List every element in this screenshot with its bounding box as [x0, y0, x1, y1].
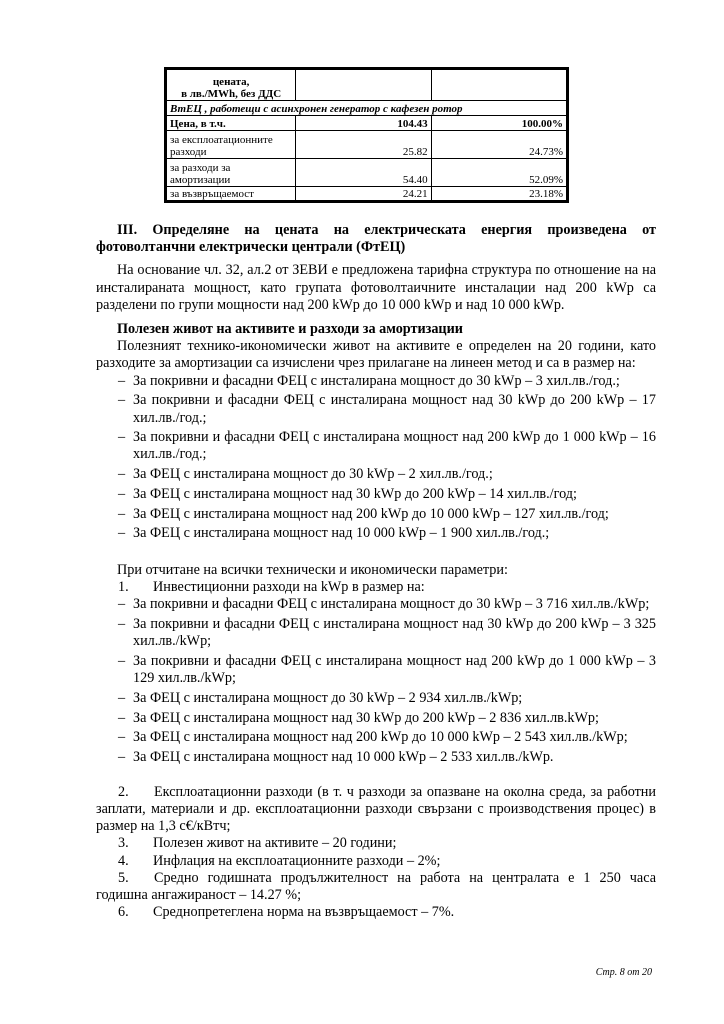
list-item — [96, 596, 656, 613]
life-paragraph: Полезният технико-икономически живот на активите е определен на 20 години, като разходите за амортизации са изчислени чрез прилагане на линеен метод и са в размер на: — [96, 338, 656, 372]
dash-marker: – — [118, 429, 126, 446]
list-item — [96, 784, 656, 836]
table-subheader: ВтЕЦ , работещи с асинхронен генератор с кафезен ротор — [167, 101, 567, 116]
table-row — [167, 159, 567, 187]
subheading: Полезен живот на активите и разходи за амортизации — [117, 321, 463, 338]
item-number: 2. — [118, 783, 129, 800]
row-value: 24.21 — [296, 187, 431, 201]
list-item — [96, 690, 656, 707]
intro-paragraph: На основание чл. 32, ал.2 от ЗЕВИ е предложена тарифна структура по отношение на на инсталираната мощност, като групата фотоволтаичните инсталации над 200 kWp са разделени по групи мощности над 200 kWp до 10 000 kWp и над 10 000 kWp. — [96, 262, 656, 313]
list-item — [96, 466, 656, 483]
dash-marker: – — [118, 505, 126, 522]
row-percent: 100.00% — [431, 116, 566, 131]
item-text: За покривни и фасадни ФЕЦ с инсталирана мощност до 30 kWp – 3 хил.лв./год.; — [133, 372, 620, 389]
numbered-list — [96, 784, 656, 922]
list-item — [96, 710, 656, 727]
dash-marker: – — [118, 596, 126, 613]
item-text: За ФЕЦ с инсталирана мощност над 30 kWp до 200 kWp – 14 хил.лв./год; — [133, 485, 577, 502]
params-intro: При отчитане на всички технически и икономически параметри: — [117, 561, 508, 578]
section-heading: III. Определяне на цената на електрическата енергия произведена от фотоволтанчни електрически централи (ФтЕЦ) — [96, 222, 656, 256]
dash-marker: – — [118, 689, 126, 706]
item-text: За ФЕЦ с инсталирана мощност над 200 kWp до 10 000 kWp – 2 543 хил.лв./kWp; — [133, 729, 628, 746]
list-item — [96, 525, 656, 542]
table-row — [167, 116, 567, 131]
list-item — [96, 429, 656, 463]
item-text: За покривни и фасадни ФЕЦ с инсталирана мощност над 30 kWp до 200 kWp – 17 хил.лв./год.; — [133, 392, 656, 426]
table-row — [167, 131, 567, 159]
item-text: За покривни и фасадни ФЕЦ с инсталирана мощност над 200 kWp до 1 000 kWp – 3 129 хил.лв./kWp; — [133, 652, 656, 687]
dash-marker: – — [118, 652, 126, 669]
page-number: Стр. 8 от 20 — [595, 967, 652, 978]
item-number: 4. — [118, 852, 129, 869]
table-row — [167, 187, 567, 201]
row-percent: 52.09% — [431, 159, 566, 187]
item-text: За ФЕЦ с инсталирана мощност над 30 kWp до 200 kWp – 2 836 хил.лв.kWp; — [133, 709, 599, 726]
dash-marker: – — [118, 616, 126, 633]
list-item — [96, 392, 656, 426]
item-text: Средно годишната продължителност на работа на централата е 1 250 часа годишна ангажираност – 14.27 %; — [96, 869, 656, 903]
list-item — [96, 579, 656, 596]
dash-marker: – — [118, 372, 126, 389]
item-text: За ФЕЦ с инсталирана мощност до 30 kWp – 2 934 хил.лв./kWp; — [133, 689, 523, 706]
list-item — [96, 853, 656, 870]
item-text: Среднопретеглена норма на възвръщаемост – 7%. — [153, 904, 455, 921]
list-item — [96, 749, 656, 766]
item-number: 6. — [118, 904, 129, 921]
row-label: за експлоатационните разходи — [167, 131, 296, 159]
item-text: За ФЕЦ с инсталирана мощност до 30 kWp – 2 хил.лв./год.; — [133, 466, 493, 483]
list-item — [96, 835, 656, 852]
list-item — [96, 616, 656, 650]
list-item — [96, 506, 656, 523]
list-item — [96, 653, 656, 687]
dash-marker: – — [118, 525, 126, 542]
tariff-table — [164, 67, 569, 203]
dash-marker: – — [118, 729, 126, 746]
row-label: за възвръщаемост — [167, 187, 296, 201]
list-item — [96, 729, 656, 746]
item-text: Полезен живот на активите – 20 години; — [153, 835, 397, 852]
table-header-label: цената, в лв./MWh, без ДДС — [167, 70, 296, 101]
row-value: 54.40 — [296, 159, 431, 187]
row-value: 104.43 — [296, 116, 431, 131]
item-text: Експлоатационни разходи (в т. ч разходи за опазване на околна среда, за работни заплати, материали и др. експлоатационни разходи свързани с производствения процес) в размер на 1,3 с€/кВтч; — [96, 783, 656, 835]
document-body — [96, 222, 656, 921]
dash-marker: – — [118, 748, 126, 765]
investment-list — [96, 596, 656, 766]
dash-marker: – — [118, 709, 126, 726]
item-1 — [96, 579, 656, 596]
item-text: За покривни и фасадни ФЕЦ с инсталирана мощност над 30 kWp до 200 kWp – 3 325 хил.лв./kWp; — [133, 616, 656, 650]
list-item — [96, 373, 656, 390]
list-item — [96, 904, 656, 921]
list-item — [96, 486, 656, 503]
item-text: За покривни и фасадни ФЕЦ с инсталирана мощност до 30 kWp – 3 716 хил.лв./kWp; — [133, 596, 650, 613]
item-text: За ФЕЦ с инсталирана мощност над 10 000 kWp – 1 900 хил.лв./год.; — [133, 525, 550, 542]
row-label: за разходи за амортизации — [167, 159, 296, 187]
list-item — [96, 870, 656, 904]
item-text: За ФЕЦ с инсталирана мощност над 200 kWp до 10 000 kWp – 127 хил.лв./год; — [133, 505, 609, 522]
item-text: Инфлация на експлоатационните разходи – 2%; — [153, 852, 441, 869]
dash-marker: – — [118, 466, 126, 483]
row-value: 25.82 — [296, 131, 431, 159]
item-text: За ФЕЦ с инсталирана мощност над 10 000 kWp – 2 533 хил.лв./kWp. — [133, 748, 554, 765]
amortization-list — [96, 373, 656, 543]
dash-marker: – — [118, 392, 126, 409]
row-label: Цена, в т.ч. — [167, 116, 296, 131]
item-text: Инвестиционни разходи на kWp в размер на: — [153, 579, 425, 596]
item-text: За покривни и фасадни ФЕЦ с инсталирана мощност над 200 kWp до 1 000 kWp – 16 хил.лв./год.; — [133, 429, 656, 463]
item-number: 5. — [118, 869, 129, 886]
item-number: 3. — [118, 835, 129, 852]
table-header-empty — [431, 70, 566, 101]
row-percent: 24.73% — [431, 131, 566, 159]
table-header-empty — [296, 70, 431, 101]
item-number: 1. — [118, 579, 129, 596]
row-percent: 23.18% — [431, 187, 566, 201]
dash-marker: – — [118, 485, 126, 502]
